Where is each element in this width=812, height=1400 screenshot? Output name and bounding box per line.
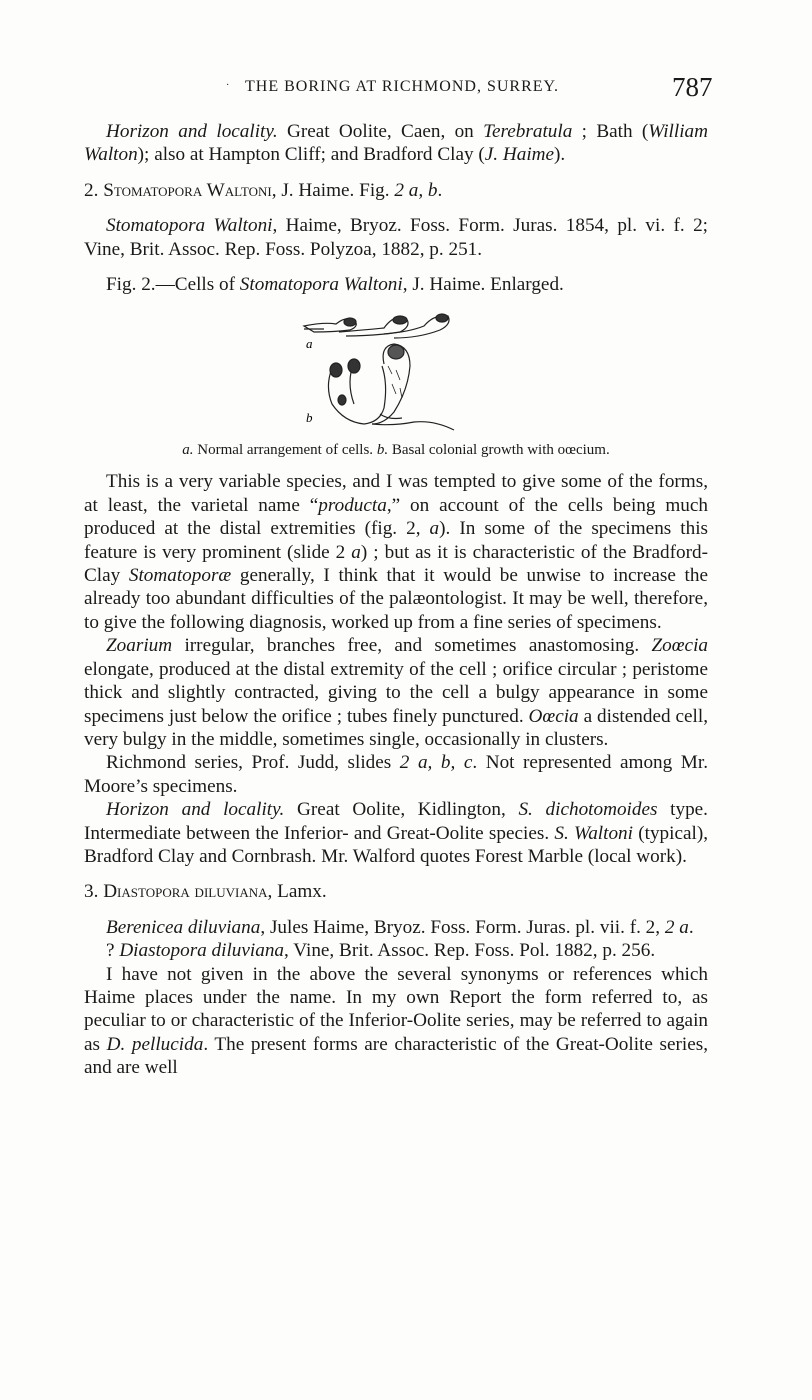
synonym-2: Stomatopora Waltoni, Haime, Bryoz. Foss. Form. Juras. 1854, pl. vi. f. 2; Vine, Brit. Assoc. Rep. Foss. Polyzoa, 1882, p. 251.: [84, 215, 708, 260]
species-name: Stomatopora Waltoni: [103, 179, 272, 201]
figure-label-a: a: [306, 336, 313, 352]
species-name: Diastopora diluviana: [103, 881, 268, 903]
paragraph-synonyms: I have not given in the above the several synonyms or references which Haime places under the name. In my own Report the form referred to, as peculiar to or characteristic of the Inferior-Oolite series, may be referred to again as D. pellucida. The present forms are characteristic of the Great-Oolite series, and are well: [84, 963, 708, 1079]
figure-b-drawing: [328, 344, 454, 430]
figure-label-b: b: [306, 410, 313, 426]
page-number: 787: [672, 72, 713, 102]
synonym-3b: ? Diastopora diluviana, Vine, Brit. Assoc. Rep. Foss. Pol. 1882, p. 256.: [106, 940, 656, 962]
paragraph-variable-species: This is a very variable species, and I was tempted to give some of the forms, at least, the varietal name “producta,” on account of the cells being much produced at the distal extremities (fig. 2, a). In some of the specimens this feature is very prominent (slide 2 a) ; but as it is characteristic of the Bradford-Clay Stomatoporæ generally, I think that it would be unwise to increase the already too abundant difficulties of the palæontologist. It may be well, therefore, to give the following diagnosis, worked up from a fine series of specimens.: [84, 471, 708, 633]
paragraph-richmond-series: Richmond series, Prof. Judd, slides 2 a, b, c. Not represented among Mr. Moore’s specimens.: [84, 752, 708, 797]
bryozoan-cells-illustration: [284, 304, 504, 434]
page-body: [84, 120, 708, 1080]
figure-caption: a. Normal arrangement of cells. b. Basal colonial growth with oœcium.: [182, 442, 610, 459]
horizon-paragraph-1: Horizon and locality. Great Oolite, Caen, on Terebratula ; Bath (William Walton); also at Hampton Cliff; and Bradford Clay (J. Haime).: [84, 121, 708, 166]
figure-a-drawing: [304, 314, 449, 338]
section-heading-3: 3. Diastopora diluviana, Lamx.: [84, 881, 327, 903]
horizon-paragraph-2: Horizon and locality. Great Oolite, Kidlington, S. dichotomoides type. Intermediate between the Inferior- and Great-Oolite species. S. Waltoni (typical), Bradford Clay and Cornbrash. Mr. Walford quotes Forest Marble (local work).: [84, 799, 709, 867]
figure-2: [84, 304, 708, 434]
header-mark: ·: [226, 80, 230, 91]
horizon-label: Horizon and locality.: [106, 121, 278, 142]
section-heading-2: 2. Stomatopora Waltoni, J. Haime. Fig. 2 a, b.: [84, 179, 443, 201]
figure-title: Fig. 2.—Cells of Stomatopora Waltoni, J. Haime. Enlarged.: [106, 274, 564, 296]
running-title: THE BORING AT RICHMOND, SURREY.: [245, 78, 559, 95]
running-header: [0, 72, 812, 112]
synonym-3a: Berenicea diluviana, Jules Haime, Bryoz. Foss. Form. Juras. pl. vii. f. 2, 2 a.: [106, 916, 694, 938]
paragraph-diagnosis: Zoarium irregular, branches free, and sometimes anastomosing. Zoœcia elongate, produced at the distal extremity of the cell ; orifice circular ; peristome thick and slightly contracted, giving to the cell a bulgy appearance in some specimens just below the orifice ; tubes finely punctured. Oœcia a distended cell, very bulgy in the middle, sometimes single, occasionally in clusters.: [84, 635, 708, 750]
